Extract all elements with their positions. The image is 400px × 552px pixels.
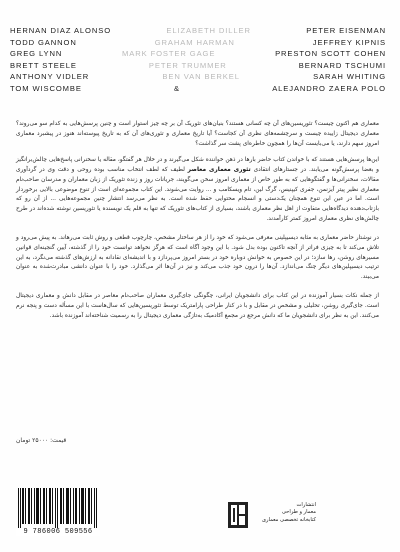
contributor-name: BEN VAN BERKEL [162,72,240,82]
publisher-name [250,502,316,524]
names-row [10,48,386,60]
contributor-name: PETER TRUMMER [148,60,227,70]
publisher-line: معمار و طراحی [281,509,316,516]
contributor-name: ELIZABETH DILLER [166,26,251,35]
book-title-emphasis: تئوری معماری معاصر [187,167,251,173]
publisher-line: انتشارات [296,502,316,508]
contributor-names [10,25,386,95]
names-row [10,83,386,95]
price-label: قیمت: ۲۵۰۰۰ تومان [16,437,67,444]
blurb-paragraph: معماری هم اکنون چیست؟ تئوریسین‌های آن چه کسانی هستند؟ بنیان‌های تئوریک آن بر چه چیز استوار است و چنین پرسش‌هایی به کدام سو می‌روند؟ معماری دیجیتال زاییده چیست و سرچشمه‌های نظری آن کجاست؟ آیا تاریخ معماری و تئوری‌های آن که به تاریخ پیوسته‌اند هنوز در پیشبرد معماری امروز سهم دارند، یا می‌بایست آن‌ها را همچون خاطره‌ای پشت سر گذاشت؟ [16,121,379,147]
contributor-name: BERNARD TSCHUMI [298,60,386,70]
blurb-paragraph: در نوشتار حاضر معماری به مثابه دیسیپلینی معرفی می‌شود که خود را از هر ساختار مشخص، چارچوب قطعی و روش ثابت می‌رهاند. به پیش می‌رود و تلاش می‌کند تا به چیزی فراتر از آنچه تاکنون بوده بدل شود. با این وجود آگاه است که هرگز نخواهد توانست خود را از گذشته، آیین گنجینه‌ای قوانین مسیرهای روشن، رها سازد؛ در این خصوص به خوانش دوباره خود در بستر امروز می‌پردازد و با اندیشه‌ای نقادانه به ارزش‌های گذشته می‌نگرد، به ‌این ترتیب دیسیپلین‌های دیگر چنگ می‌اندازد. آن‌ها را درون خود جذب می‌کند و نیز در آن‌ها اثر می‌گذارد. خود را با عنوان دانشی مبادرت‌شده به عنوان می‌بیند. [16,235,379,280]
blurb-paragraph: از جمله نکات بسیار آموزنده در این کتاب برای دانشجویان ایرانی، چگونگی جای‌گیری معماران صاحب‌نام معاصر در مقابل دانش و معماری دیجیتال است. جای‌گیری روشن، تحلیلی و مشخص در مقابل و با در کنار طراحی پارامتریک توسط تئوریسین‌هایی که سال‌هاست با این مسأله دست و پنجه نرم می‌کنند. این به نظر برای دانشجویان ما که دانش مرجع در مجمع آکادمیک به‌تازگی معماری دیجیتال را به رسمیت شناخته‌اند آموزنده باشد. [16,293,379,319]
blurb-paragraph [16,156,379,224]
contributor-name: SARAH WHITING [313,72,386,82]
names-row [10,60,386,72]
contributor-name: MARK FOSTER GAGE [122,49,216,59]
contributor-name: GREG LYNN [10,49,63,59]
contributor-name: BRETT STEELE [10,60,77,70]
publisher-emblem-icon [228,502,248,528]
contributor-name: HERNAN DIAZ ALONSO [10,26,112,35]
barcode-bars [16,488,100,528]
contributor-name: PETER EISENMAN [306,26,386,35]
blurb-text [16,120,379,331]
contributor-name: TOM WISCOMBE [10,83,82,93]
contributor-name: ALEJANDRO ZAERA POLO [272,83,386,93]
publisher-line: کتابخانه تخصصی معماری [261,516,316,523]
names-row [10,71,386,83]
names-row [10,37,386,49]
contributor-name: PRESTON SCOTT COHEN [275,49,386,59]
contributor-name: GRAHAM HARMAN [154,37,235,47]
contributor-name: JEFFREY KIPNIS [312,37,386,47]
contributor-name: ANTHONY VIDLER [10,72,90,82]
blurb-text-run: این‌ها پرسش‌هایی هستند که با خواندن کتاب حاضر بارها در ذهن خواننده شکل می‌گیرند و در خلال هر گفتگو، مقاله یا سخنرانی پاسخ‌هایی چالش‌برانگیز و بعضا پرسش‌گونه می‌یابند. در جستارهای انتقادی [16,157,379,173]
names-row [10,25,386,37]
ampersand: & [174,83,180,93]
publisher-logo [228,498,320,532]
contributor-name: TODD GANNON [10,37,77,47]
blurb-text-run: لطیف که لطف انتخاب مناسب بوده روحی و دقت وی در گردآوری مقالات، سخنرانی‌ها و گفتگوهایی که به طور خاص از معماری امروز سخن می‌گویند، جریانات روز و زنده تئوریک از زبان معماران و مدرسان صاحب‌نام معماری نظیر پیتر آیزنمن، جفری کیپنیس، گرگ لین، تام ویسکامب و ... روایت می‌شوند. این کتاب مجموعه‌ای است از تنوع موضوعی بالایی برخوردار است. اما در عین این تنوع همچنان یک‌دستی و انسجام محتوایی حفظ شده است. به نظر می‌رسد انتشار چنین مجموعه‌هایی ... از آن رو که بازتاب‌دهنده دیدگاه‌هایی متفاوت از اهل نظر معماری باشند، بسیاری از کتاب‌های تئوریک که تنها به قلم یک نویسنده یا تئوریسین نوشته شده‌اند در طرح چالش‌های نظری معماری امروز کمتر کارآمدند. [16,167,379,222]
isbn-number: 9 786006 509556 [16,528,100,536]
